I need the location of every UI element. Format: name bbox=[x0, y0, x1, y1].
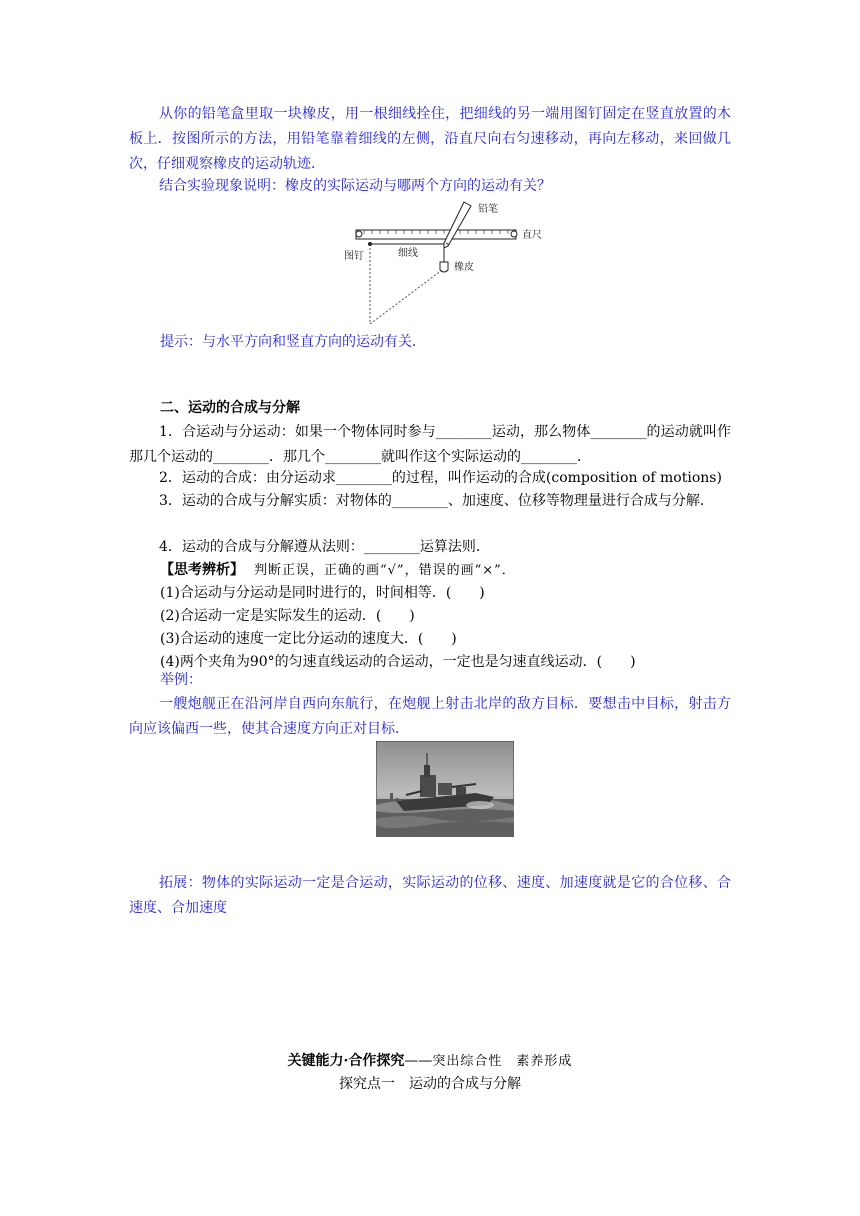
hint-text: 提示：与水平方向和竖直方向的运动有关． bbox=[160, 334, 426, 350]
section-title bbox=[129, 1050, 731, 1073]
extension-text: 拓展：物体的实际运动一定是合运动，实际运动的位移、速度、加速度就是它的合位移、合速度、合加速度 bbox=[129, 875, 731, 916]
section-title-main: 关键能力·合作探究 bbox=[287, 1053, 405, 1069]
section-title-dash: —— bbox=[404, 1053, 433, 1069]
intro-question: 结合实验现象说明：橡皮的实际运动与哪两个方向的运动有关？ bbox=[159, 178, 551, 194]
example-label: 举例： bbox=[160, 672, 202, 688]
section-subtitle: 探究点一 运动的合成与分解 bbox=[339, 1076, 521, 1092]
pin-shape bbox=[368, 242, 372, 246]
question-2: (2)合运动一定是实际发生的运动．( ) bbox=[160, 608, 415, 624]
item-4: 4．运动的合成与分解遵从法则：________运算法则． bbox=[159, 539, 490, 555]
label-thread: 细线 bbox=[398, 248, 418, 259]
label-eraser: 橡皮 bbox=[454, 262, 474, 273]
question-1: (1)合运动与分运动是同时进行的，时间相等．( ) bbox=[160, 585, 485, 601]
section-heading: 二、运动的合成与分解 bbox=[160, 400, 300, 416]
label-pin: 图钉 bbox=[344, 251, 364, 262]
question-4: (4)两个夹角为90°的匀速直线运动的合运动，一定也是匀速直线运动．( ) bbox=[160, 654, 636, 670]
section-title-sub: 突出综合性 素养形成 bbox=[432, 1054, 573, 1069]
item-3: 3．运动的合成与分解实质：对物体的________、加速度、位移等物理量进行合成与分解． bbox=[159, 493, 714, 509]
eraser-experiment-figure bbox=[340, 196, 580, 331]
think-line bbox=[160, 558, 731, 583]
item-1: 1．合运动与分运动：如果一个物体同时参与________运动，那么物体________的运动就叫作那几个运动的________．那几个________就叫作这个实际运动的________． bbox=[129, 424, 731, 465]
item-2: 2．运动的合成：由分运动求________的过程，叫作运动的合成(composition of motions) bbox=[159, 470, 722, 486]
example-text: 一艘炮舰正在沿河岸自西向东航行，在炮舰上射击北岸的敌方目标．要想击中目标，射击方向应该偏西一些，使其合速度方向正对目标． bbox=[129, 696, 731, 737]
intro-paragraph: 从你的铅笔盒里取一块橡皮，用一根细线拴住，把细线的另一端用图钉固定在竖直放置的木板上．按图所示的方法，用铅笔靠着细线的左侧，沿直尺向右匀速移动，再向左移动，来回做几次，仔细观察橡皮的运动轨迹． bbox=[129, 106, 731, 172]
think-label: 【思考辨析】 bbox=[160, 562, 244, 578]
question-3: (3)合运动的速度一定比分运动的速度大．( ) bbox=[160, 631, 457, 647]
pencil-shape bbox=[444, 202, 471, 248]
label-pencil: 铅笔 bbox=[478, 204, 498, 215]
ruler-shape bbox=[356, 230, 517, 239]
warship-photo bbox=[376, 741, 514, 837]
label-ruler: 直尺 bbox=[522, 230, 542, 241]
think-instruction: 判断正误，正确的画“√”，错误的画“×”． bbox=[254, 563, 516, 578]
